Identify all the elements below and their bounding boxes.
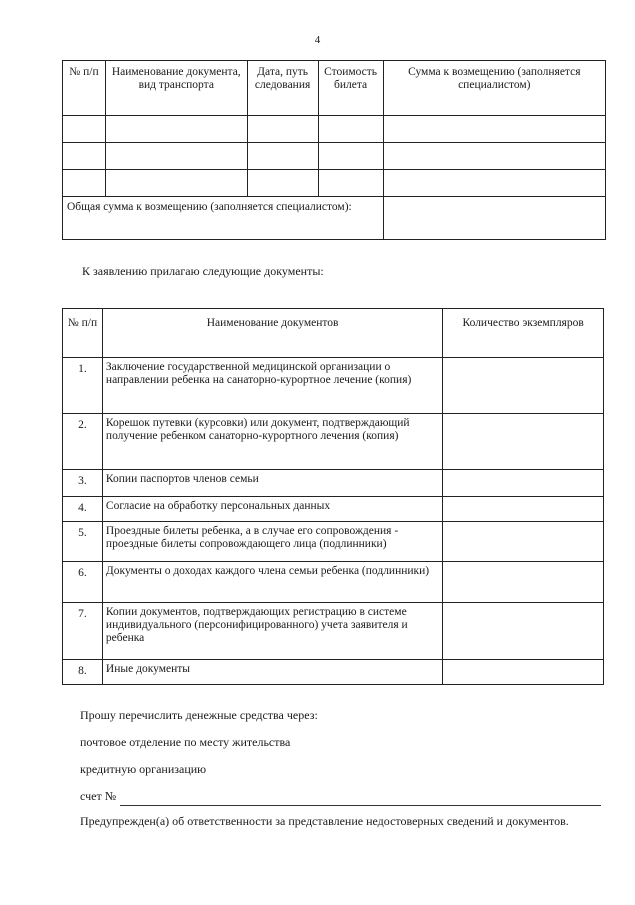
- transfer-intro: Прошу перечислить денежные средства через:: [80, 708, 318, 722]
- doc-num: 8.: [63, 660, 103, 685]
- reimbursement-table: [62, 60, 606, 240]
- table-cell[interactable]: [105, 116, 247, 143]
- table-row: [63, 170, 606, 197]
- table-cell[interactable]: [247, 170, 318, 197]
- table-cell[interactable]: [247, 116, 318, 143]
- table-cell[interactable]: [63, 170, 106, 197]
- table-row: [63, 660, 604, 685]
- doc-name: Документы о доходах каждого члена семьи ребенка (подлинники): [102, 562, 442, 603]
- account-label: счет №: [80, 789, 117, 803]
- header-date-route: Дата, путь следования: [247, 61, 318, 116]
- table-row: [63, 143, 606, 170]
- table-cell[interactable]: [63, 143, 106, 170]
- doc-name: Копии документов, подтверждающих регистрацию в системе индивидуального (персонифицированного) учета заявителя и ребенка: [102, 603, 442, 660]
- doc-name: Проездные билеты ребенка, а в случае его сопровождения - проездные билеты сопровождающего лица (подлинники): [102, 522, 442, 562]
- doc-num: 6.: [63, 562, 103, 603]
- doc-name: Заключение государственной медицинской организации о направлении ребенка на санаторно-курортное лечение (копия): [102, 358, 442, 414]
- doc-num: 7.: [63, 603, 103, 660]
- option-post-office: почтовое отделение по месту жительства: [80, 735, 291, 749]
- table-cell[interactable]: [318, 116, 383, 143]
- doc-header-num: № п/п: [63, 309, 103, 358]
- doc-name: Копии паспортов членов семьи: [102, 470, 442, 497]
- doc-header-qty: Количество экземпляров: [443, 309, 604, 358]
- option-credit-org: кредитную организацию: [80, 762, 207, 776]
- doc-qty-cell[interactable]: [443, 414, 604, 470]
- table-cell[interactable]: [318, 170, 383, 197]
- attach-intro: К заявлению прилагаю следующие документы:: [82, 264, 324, 278]
- documents-table: [62, 308, 604, 685]
- doc-num: 1.: [63, 358, 103, 414]
- doc-name: Корешок путевки (курсовки) или документ, подтверждающий получение ребенком санаторно-курортного лечения (копия): [102, 414, 442, 470]
- doc-qty-cell[interactable]: [443, 660, 604, 685]
- doc-qty-cell[interactable]: [443, 522, 604, 562]
- table-row: [63, 603, 604, 660]
- documents-header-row: [63, 309, 604, 358]
- table-row: [63, 562, 604, 603]
- header-num: № п/п: [63, 61, 106, 116]
- table-cell[interactable]: [383, 143, 605, 170]
- doc-name: Согласие на обработку персональных данных: [102, 497, 442, 522]
- header-ticket-cost: Стоимость билета: [318, 61, 383, 116]
- table-cell[interactable]: [383, 116, 605, 143]
- doc-qty-cell[interactable]: [443, 358, 604, 414]
- table-cell[interactable]: [383, 170, 605, 197]
- table-row: [63, 414, 604, 470]
- table-cell[interactable]: [105, 170, 247, 197]
- table-row: [63, 522, 604, 562]
- header-reimbursement-sum: Сумма к возмещению (заполняется специалистом): [383, 61, 605, 116]
- doc-header-name: Наименование документов: [102, 309, 442, 358]
- total-label: Общая сумма к возмещению (заполняется специалистом):: [63, 197, 384, 240]
- table-row: [63, 470, 604, 497]
- doc-qty-cell[interactable]: [443, 562, 604, 603]
- table-row: [63, 358, 604, 414]
- table-cell[interactable]: [247, 143, 318, 170]
- header-doc-name: Наименование документа, вид транспорта: [105, 61, 247, 116]
- doc-qty-cell[interactable]: [443, 603, 604, 660]
- doc-name: Иные документы: [102, 660, 442, 685]
- liability-warning: Предупрежден(а) об ответственности за представление недостоверных сведений и документов.: [80, 814, 569, 828]
- table-cell[interactable]: [63, 116, 106, 143]
- table-cell[interactable]: [318, 143, 383, 170]
- doc-num: 5.: [63, 522, 103, 562]
- doc-num: 2.: [63, 414, 103, 470]
- table-cell[interactable]: [105, 143, 247, 170]
- table-row: [63, 116, 606, 143]
- page-number: 4: [314, 34, 321, 46]
- doc-qty-cell[interactable]: [443, 470, 604, 497]
- reimbursement-header-row: [63, 61, 606, 116]
- total-row: [63, 197, 606, 240]
- doc-qty-cell[interactable]: [443, 497, 604, 522]
- account-number-field[interactable]: [120, 804, 601, 806]
- doc-num: 3.: [63, 470, 103, 497]
- doc-num: 4.: [63, 497, 103, 522]
- total-value-cell[interactable]: [383, 197, 605, 240]
- table-row: [63, 497, 604, 522]
